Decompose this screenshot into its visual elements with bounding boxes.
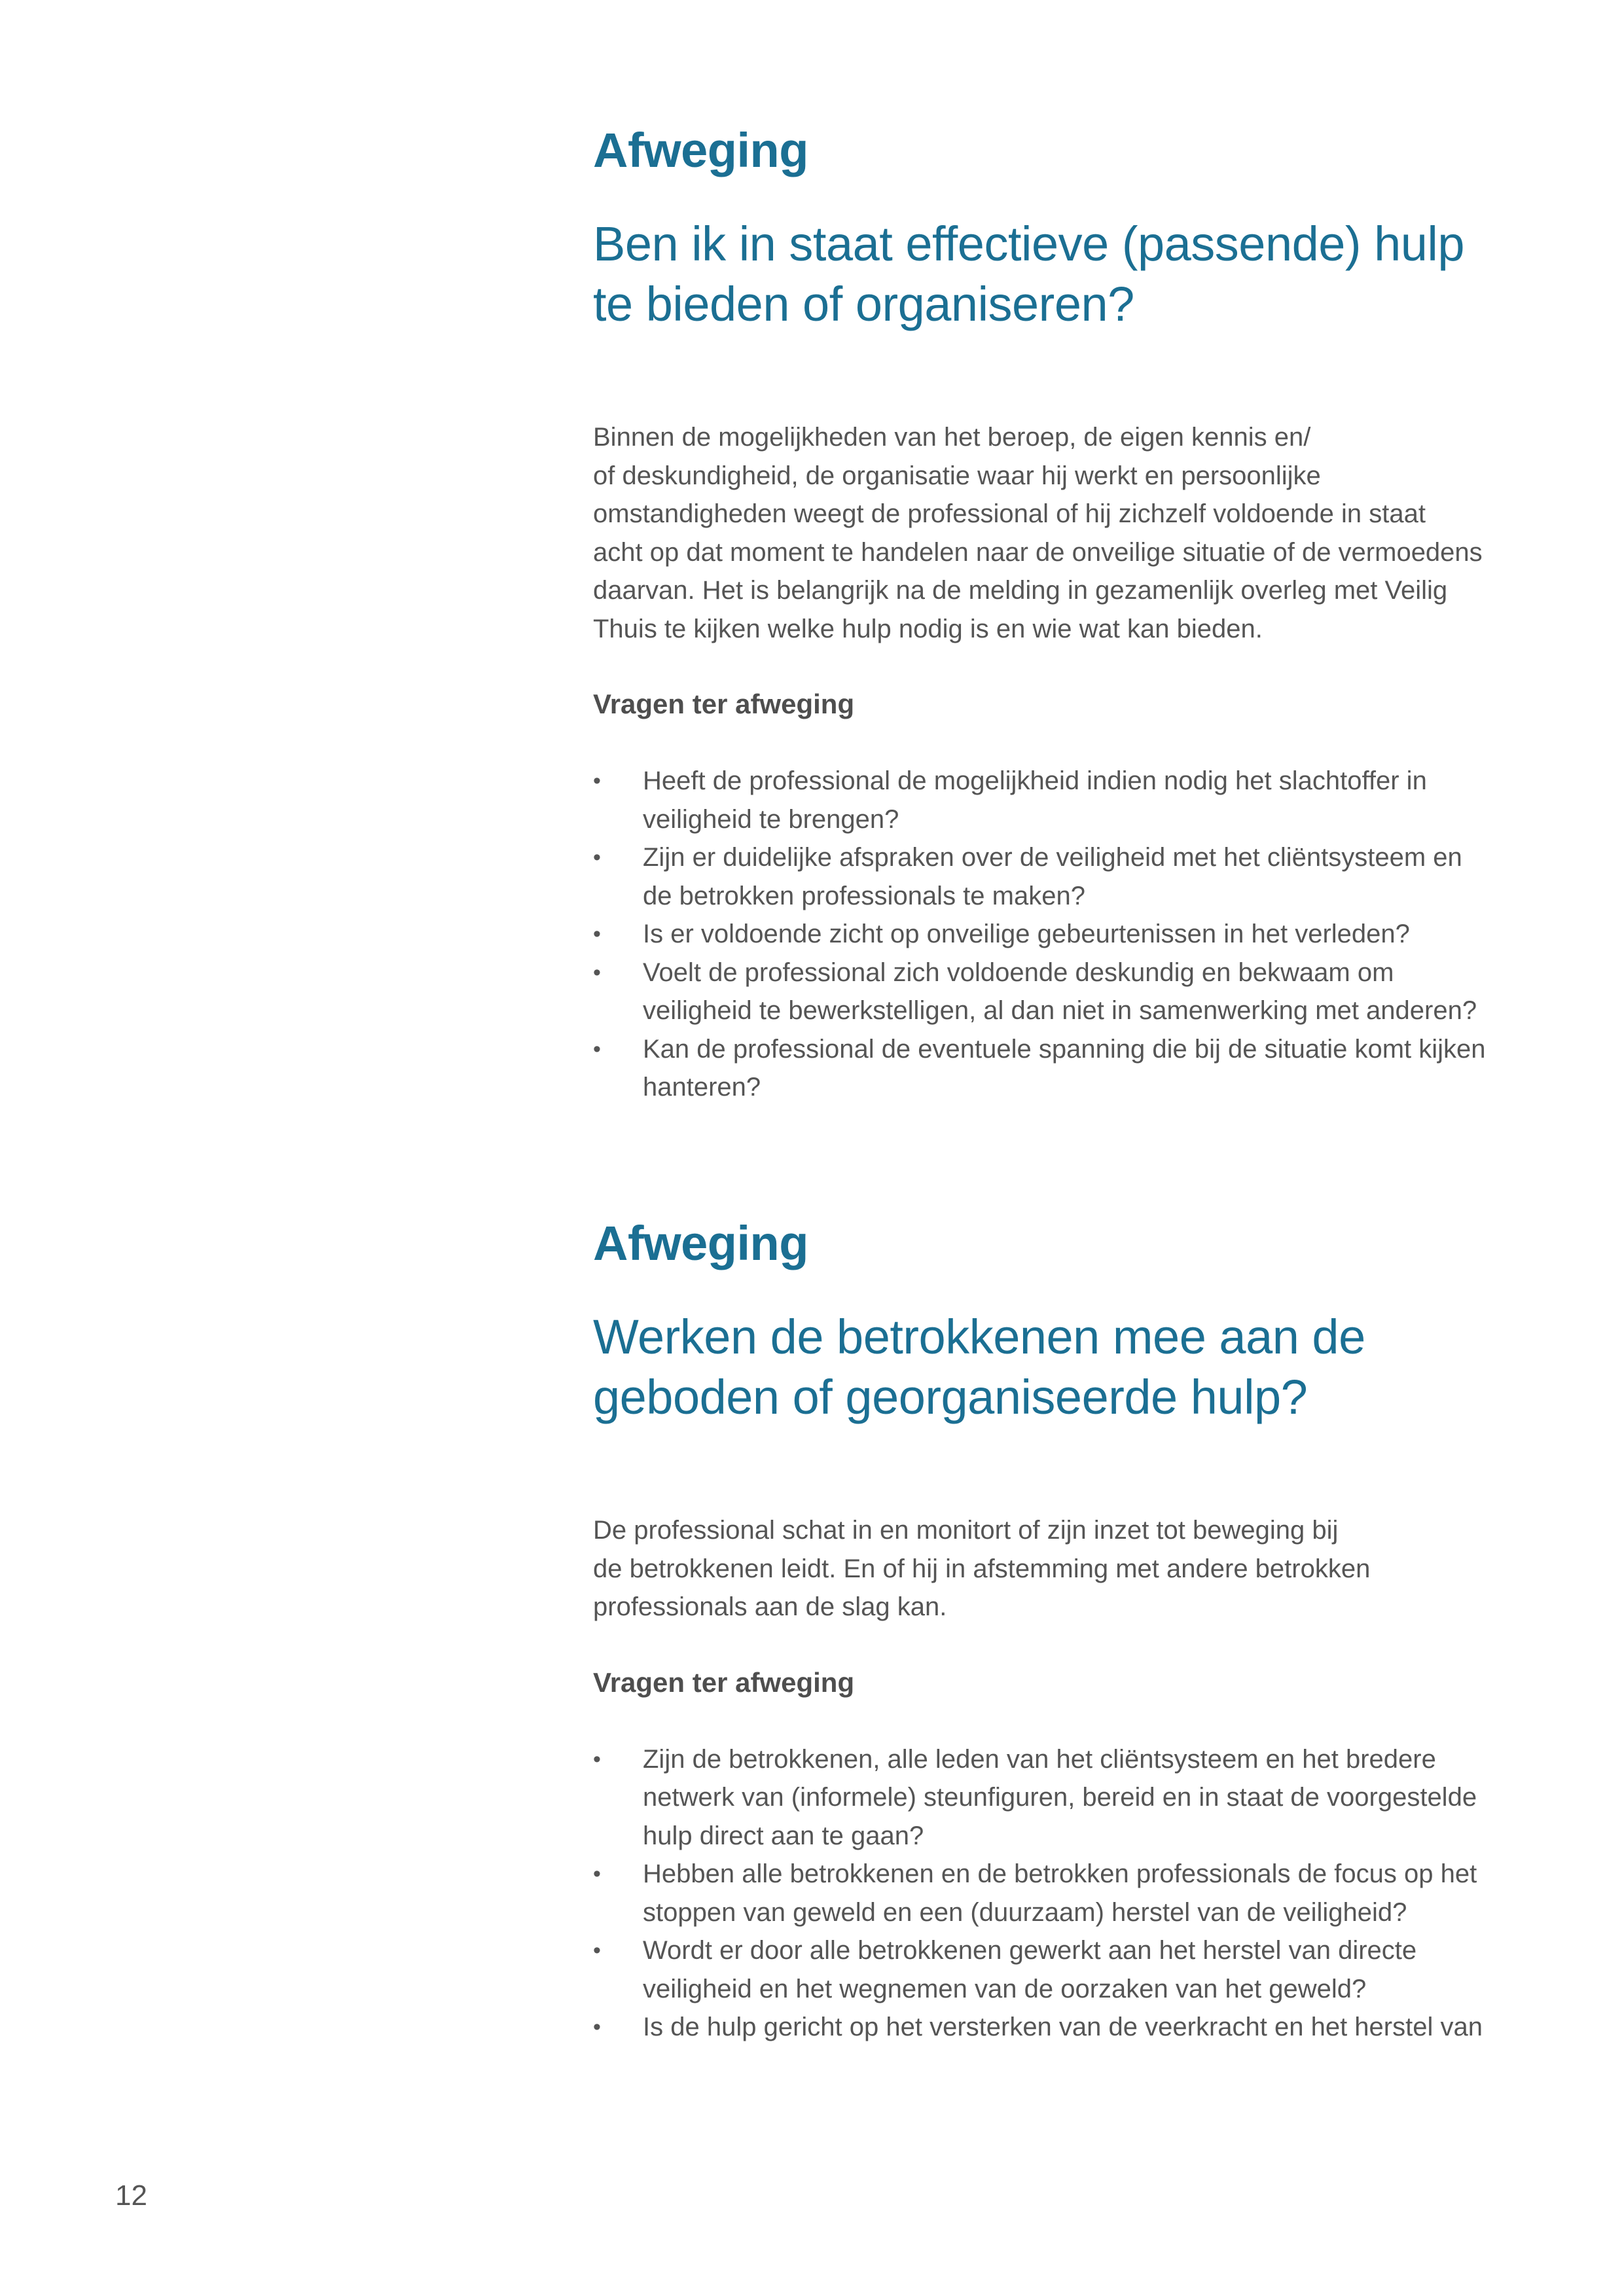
bullet-icon: • xyxy=(593,845,601,870)
list-item xyxy=(593,954,1523,1030)
paragraph-line: Thuis te kijken welke hulp nodig is en wie wat kan bieden. xyxy=(593,614,1263,643)
list-item-line: Zijn de betrokkenen, alle leden van het cliëntsysteem en het bredere xyxy=(643,1744,1436,1774)
question-line: te bieden of organiseren? xyxy=(593,277,1134,331)
list-item-line: Is de hulp gericht op het versterken van de veerkracht en het herstel van xyxy=(643,2013,1483,2041)
page-number: 12 xyxy=(115,2179,147,2212)
question-list xyxy=(593,1740,1523,2047)
list-item-line: Voelt de professional zich voldoende deskundig en bekwaam om xyxy=(643,958,1394,987)
question-line: Ben ik in staat effectieve (passende) hulp xyxy=(593,217,1465,271)
list-item-line: hanteren? xyxy=(643,1073,761,1102)
section-afweging-2 xyxy=(593,1214,1523,2047)
question-list xyxy=(593,762,1523,1107)
list-item xyxy=(593,1030,1523,1107)
section-kicker: Afweging xyxy=(593,123,808,177)
paragraph-line: omstandigheden weegt de professional of hij zichzelf voldoende in staat xyxy=(593,499,1426,528)
list-item-line: Kan de professional de eventuele spanning die bij de situatie komt kijken xyxy=(643,1034,1486,1064)
list-item-line: netwerk van (informele) steunfiguren, bereid en in staat de voorgestelde xyxy=(643,1783,1477,1812)
section-kicker: Afweging xyxy=(593,1216,808,1270)
section-question xyxy=(593,1307,1523,1427)
list-item xyxy=(593,2008,1523,2047)
section-question xyxy=(593,214,1523,334)
list-item-line: Wordt er door alle betrokkenen gewerkt aan het herstel van directe xyxy=(643,1936,1417,1965)
questions-subheading: Vragen ter afweging xyxy=(593,689,855,719)
section-paragraph xyxy=(593,1511,1523,1626)
bullet-icon: • xyxy=(593,922,601,946)
paragraph-line: de betrokkenen leidt. En of hij in afstemming met andere betrokken xyxy=(593,1554,1371,1583)
bullet-icon: • xyxy=(593,1036,601,1062)
bullet-icon: • xyxy=(593,2015,601,2039)
bullet-icon: • xyxy=(593,768,601,793)
paragraph-line: professionals aan de slag kan. xyxy=(593,1592,947,1621)
list-item-line: Is er voldoende zicht op onveilige gebeurtenissen in het verleden? xyxy=(643,920,1410,948)
paragraph-line: daarvan. Het is belangrijk na de melding in gezamenlijk overleg met Veilig xyxy=(593,576,1448,605)
list-item-line: hulp direct aan te gaan? xyxy=(643,1821,924,1850)
list-item xyxy=(593,1740,1523,1856)
paragraph-line: of deskundigheid, de organisatie waar hij werkt en persoonlijke xyxy=(593,461,1321,490)
questions-subheading: Vragen ter afweging xyxy=(593,1666,855,1698)
bullet-icon: • xyxy=(593,1861,601,1886)
section-afweging-1 xyxy=(593,121,1523,1107)
question-line: Werken de betrokkenen mee aan de xyxy=(593,1310,1365,1364)
list-item-line: veiligheid en het wegnemen van de oorzaken van het geweld? xyxy=(643,1974,1367,2003)
list-item-line: Zijn er duidelijke afspraken over de veiligheid met het cliëntsysteem en xyxy=(643,843,1462,872)
list-item-line: Hebben alle betrokkenen en de betrokken professionals de focus op het xyxy=(643,1859,1477,1888)
list-item xyxy=(593,1855,1523,1931)
paragraph-line: acht op dat moment te handelen naar de onveilige situatie of de vermoedens xyxy=(593,537,1483,567)
paragraph-line: De professional schat in en monitort of zijn inzet tot beweging bij xyxy=(593,1516,1339,1545)
bullet-icon: • xyxy=(593,1746,601,1772)
list-item-line: veiligheid te bewerkstelligen, al dan niet in samenwerking met anderen? xyxy=(643,996,1477,1025)
list-item-line: Heeft de professional de mogelijkheid indien nodig het slachtoffer in xyxy=(643,766,1427,795)
section-paragraph xyxy=(593,418,1523,648)
list-item-line: veiligheid te brengen? xyxy=(643,804,899,834)
paragraph-line: Binnen de mogelijkheden van het beroep, de eigen kennis en/ xyxy=(593,423,1311,452)
bullet-icon: • xyxy=(593,1938,601,1963)
list-item xyxy=(593,915,1523,954)
list-item-line: de betrokken professionals te maken? xyxy=(643,881,1085,910)
list-item-line: stoppen van geweld en een (duurzaam) herstel van de veiligheid? xyxy=(643,1897,1407,1927)
bullet-icon: • xyxy=(593,960,601,985)
question-line: geboden of georganiseerde hulp? xyxy=(593,1370,1308,1424)
list-item xyxy=(593,838,1523,915)
list-item xyxy=(593,1931,1523,2008)
list-item xyxy=(593,762,1523,838)
